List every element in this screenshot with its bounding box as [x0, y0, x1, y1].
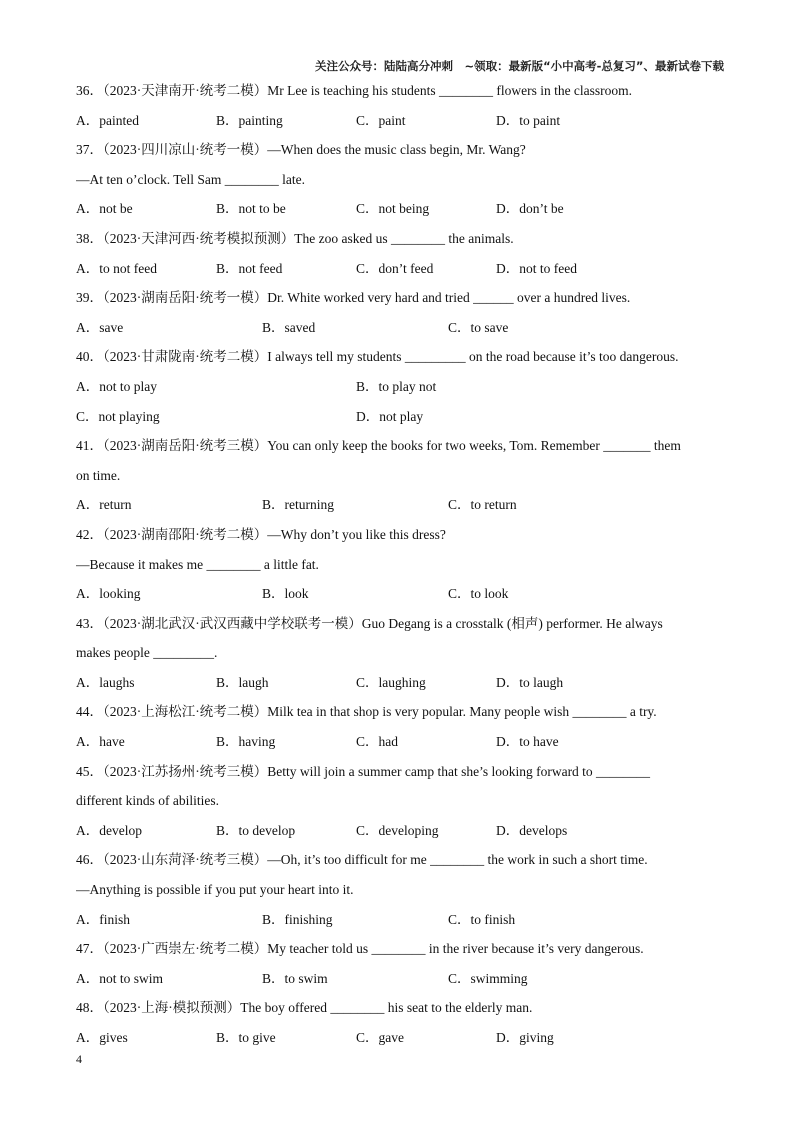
- question: [76, 224, 724, 283]
- answer-option[interactable]: B．to give: [216, 1030, 276, 1045]
- question-stem: 36．（2023·天津南开·统考二模）Mr Lee is teaching his students ________ flowers in the classroom.: [76, 83, 633, 98]
- question-stem: 46．（2023·山东菏泽·统考三模）—Oh, it’s too difficult for me ________ the work in such a short time.: [76, 852, 648, 868]
- question-stem: 40．（2023·甘肃陇南·统考二模）I always tell my students _________ on the road because it’s too dangerous.: [76, 349, 679, 365]
- answer-option[interactable]: A．have: [76, 734, 125, 750]
- answer-option[interactable]: C．not being: [356, 201, 430, 217]
- answer-option[interactable]: D．don’t be: [496, 201, 564, 217]
- options-row: [76, 816, 724, 846]
- answer-option[interactable]: A．return: [76, 497, 132, 513]
- answer-option[interactable]: B．to play not: [356, 378, 437, 394]
- question: [76, 697, 724, 756]
- answer-option[interactable]: D．to laugh: [496, 674, 564, 690]
- answer-option[interactable]: A．painted: [76, 112, 139, 128]
- answer-option[interactable]: A．finish: [76, 911, 130, 927]
- answer-option[interactable]: B．painting: [216, 112, 283, 128]
- question-stem: 42．（2023·湖南邵阳·统考二模）—Why don’t you like this dress?: [76, 526, 446, 542]
- answer-option[interactable]: D．giving: [496, 1030, 554, 1045]
- answer-option[interactable]: D．to paint: [496, 112, 561, 128]
- question-stem: different kinds of abilities.: [76, 793, 219, 809]
- answer-option[interactable]: A．not to play: [76, 378, 157, 394]
- answer-option[interactable]: B．look: [262, 586, 309, 602]
- question-stem: 43．（2023·湖北武汉·武汉西藏中学校联考一模）Guo Degang is a crosstalk (相声) performer. He always: [76, 615, 663, 631]
- answer-option[interactable]: C．to return: [448, 497, 517, 513]
- question: [76, 757, 724, 846]
- options-row: [76, 1023, 724, 1053]
- options-row: [76, 579, 724, 609]
- options-row: [76, 254, 724, 284]
- page-header: 关注公众号：陆陆高分冲刺 ~领取：最新版“小中高考-总复习”、最新试卷下载: [314, 59, 724, 73]
- answer-option[interactable]: C．to save: [448, 319, 509, 335]
- options-row: [76, 194, 724, 224]
- question-list: [76, 76, 724, 1053]
- answer-option[interactable]: C．to finish: [448, 911, 516, 927]
- question-stem: 41．（2023·湖南岳阳·统考三模）You can only keep the books for two weeks, Tom. Remember _______ them: [76, 438, 681, 454]
- answer-option[interactable]: B．laugh: [216, 674, 269, 690]
- answer-option[interactable]: A．to not feed: [76, 260, 157, 276]
- answer-option[interactable]: A．gives: [76, 1030, 128, 1045]
- answer-option[interactable]: B．not to be: [216, 201, 286, 217]
- answer-option[interactable]: B．finishing: [262, 911, 333, 927]
- answer-option[interactable]: B．not feed: [216, 260, 283, 276]
- page-number: 4: [76, 1052, 82, 1066]
- answer-option[interactable]: D．not to feed: [496, 260, 577, 276]
- options-row: [76, 668, 724, 698]
- options-row: [76, 964, 724, 994]
- answer-option[interactable]: C．not playing: [76, 408, 160, 424]
- question: [76, 609, 724, 698]
- question: [76, 993, 724, 1052]
- answer-option[interactable]: B．returning: [262, 497, 334, 513]
- answer-option[interactable]: B．saved: [262, 319, 316, 335]
- answer-option[interactable]: A．not be: [76, 201, 133, 217]
- options-row: [76, 313, 724, 343]
- answer-option[interactable]: A．not to swim: [76, 970, 164, 986]
- answer-option[interactable]: A．develop: [76, 822, 142, 838]
- question-stem: 44．（2023·上海松江·统考二模）Milk tea in that shop is very popular. Many people wish ________ a try.: [76, 704, 657, 720]
- question-stem: on time.: [76, 467, 121, 483]
- question: [76, 431, 724, 520]
- options-row: [76, 727, 724, 757]
- answer-option[interactable]: B．having: [216, 734, 276, 750]
- question-stem: 48．（2023·上海·模拟预测）The boy offered ________ his seat to the elderly man.: [76, 1000, 533, 1016]
- question: [76, 76, 724, 135]
- answer-option[interactable]: D．not play: [356, 408, 424, 424]
- question: [76, 520, 724, 609]
- question-stem: 38．（2023·天津河西·统考模拟预测）The zoo asked us ________ the animals.: [76, 230, 514, 246]
- answer-option[interactable]: B．to develop: [216, 822, 296, 838]
- options-row: [76, 905, 724, 935]
- options-row: [76, 490, 724, 520]
- answer-option[interactable]: C．developing: [356, 822, 439, 838]
- answer-option[interactable]: C．to look: [448, 586, 509, 602]
- answer-option[interactable]: A．save: [76, 319, 124, 335]
- answer-option[interactable]: A．laughs: [76, 674, 135, 690]
- question-stem: 37．（2023·四川凉山·统考一模）—When does the music class begin, Mr. Wang?: [76, 142, 526, 158]
- question-stem: —At ten o’clock. Tell Sam ________ late.: [76, 171, 306, 187]
- options-row: [76, 106, 724, 136]
- question: [76, 342, 724, 431]
- question: [76, 135, 724, 224]
- question-stem: 39．（2023·湖南岳阳·统考一模）Dr. White worked very hard and tried ______ over a hundred lives.: [76, 290, 631, 306]
- question-stem: —Anything is possible if you put your heart into it.: [76, 882, 354, 898]
- question: [76, 934, 724, 993]
- answer-option[interactable]: D．develops: [496, 822, 568, 838]
- answer-option[interactable]: C．don’t feed: [356, 260, 434, 276]
- answer-option[interactable]: C．swimming: [448, 970, 528, 986]
- answer-option[interactable]: C．paint: [356, 112, 406, 128]
- question-stem: —Because it makes me ________ a little fat.: [76, 556, 319, 572]
- options-row: [76, 372, 724, 402]
- answer-option[interactable]: C．gave: [356, 1030, 404, 1045]
- answer-option[interactable]: C．laughing: [356, 674, 426, 690]
- answer-option[interactable]: C．had: [356, 734, 398, 750]
- options-row: [76, 402, 724, 432]
- question: [76, 845, 724, 934]
- answer-option[interactable]: A．looking: [76, 586, 141, 602]
- question-stem: 45．（2023·江苏扬州·统考三模）Betty will join a summer camp that she’s looking forward to ________: [76, 763, 651, 779]
- answer-option[interactable]: B．to swim: [262, 970, 328, 986]
- question-stem: 47．（2023·广西崇左·统考二模）My teacher told us ________ in the river because it’s very dangerous.: [76, 941, 644, 957]
- answer-option[interactable]: D．to have: [496, 734, 559, 750]
- question: [76, 283, 724, 342]
- question-stem: makes people _________.: [76, 645, 218, 661]
